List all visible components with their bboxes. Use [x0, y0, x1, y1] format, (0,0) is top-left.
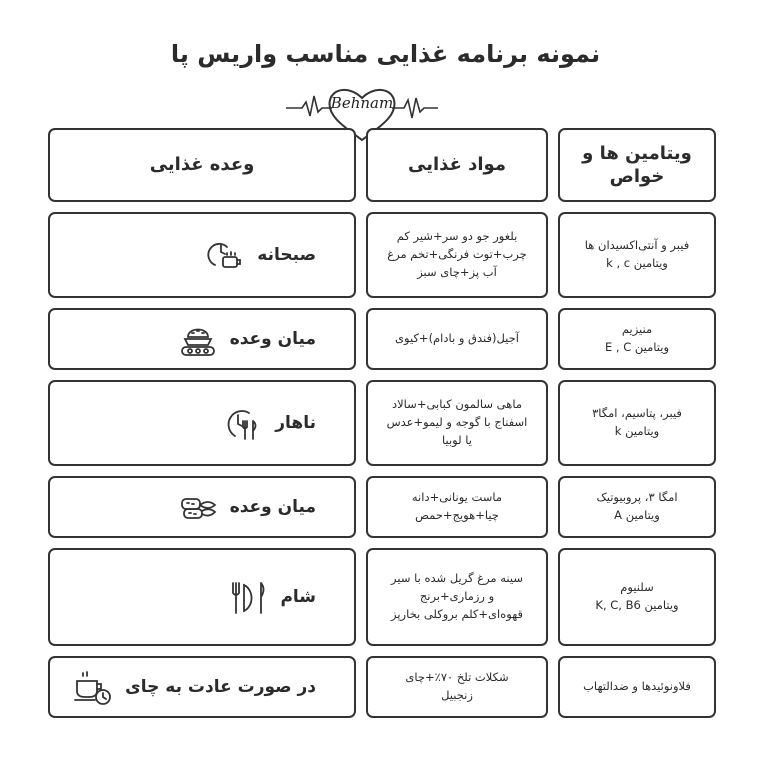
meal-cell-dinner: [48, 548, 356, 646]
food-cell: [366, 656, 548, 718]
header-food: [366, 128, 548, 202]
food-cell: [366, 548, 548, 646]
logo-signature-text: Behnam: [330, 94, 394, 112]
food-cell: [366, 212, 548, 298]
vitamins-line2: ویتامین A: [614, 508, 660, 522]
header-meal-label: وعده غذایی: [149, 154, 255, 176]
meal-cell-snack-2: [48, 476, 356, 538]
food-text: ماست یونانی+دانه چیا+هویج+حمص: [411, 490, 503, 522]
vitamins-line1: منیزیم: [621, 322, 653, 337]
header-vitamins: [558, 128, 716, 202]
meal-label: میان وعده: [229, 497, 316, 517]
vitamins-line1: امگا ۳، پروبیوتیک: [596, 490, 678, 505]
food-cell: [366, 476, 548, 538]
vitamins-cell: [558, 548, 716, 646]
meal-label: در صورت عادت به چای: [125, 677, 316, 697]
vitamins-line1: فیبر و آنتی‌اکسیدان ها: [584, 238, 690, 253]
food-cell: [366, 380, 548, 466]
header-food-label: مواد غذایی: [408, 154, 506, 176]
breakfast-clock-cup-icon: [205, 235, 245, 275]
vitamins-cell: [558, 380, 716, 466]
meal-cell-snack: [48, 308, 356, 370]
vitamins-line2: ویتامین k: [614, 424, 660, 438]
snack-bowl-icon: [178, 319, 218, 359]
food-text: سینه مرغ گریل شده با سیر و رزماری+برنج قهوه‌ای+کلم بروکلی بخارپز: [390, 571, 524, 621]
header-vitamins-label: ویتامین ها و خواص: [582, 142, 692, 187]
food-text: آجیل(فندق و بادام)+کیوی: [395, 331, 519, 346]
meal-cell-tea: [48, 656, 356, 718]
tea-cup-clock-icon: [73, 667, 113, 707]
vitamins-line1: فیبر، پتاسیم، امگا۳: [592, 406, 682, 421]
food-text: بلغور جو دو سر+شیر کم چرب+توت فرنگی+تخم مرغ آب پز+چای سبز: [387, 229, 527, 279]
vitamins-cell: [558, 476, 716, 538]
vitamins-cell: [558, 212, 716, 298]
meal-label: ناهار: [275, 413, 316, 433]
food-cell: [366, 308, 548, 370]
vitamins-line1: فلاونوئیدها و ضدالتهاب: [583, 679, 691, 694]
meal-label: شام: [280, 587, 316, 607]
vitamins-line2: ویتامین K, C, B6: [595, 598, 679, 612]
vitamins-line2: ویتامین k , c: [606, 256, 668, 270]
dinner-plate-utensils-icon: [228, 577, 268, 617]
header-meal: [48, 128, 356, 202]
food-text: شکلات تلخ ۷۰٪+چای زنجبیل: [405, 670, 509, 702]
vitamins-cell: [558, 308, 716, 370]
food-text: ماهی سالمون کبابی+سالاد اسفناج با گوجه و لیمو+عدس یا لوبیا: [386, 397, 528, 447]
meal-label: میان وعده: [229, 329, 316, 349]
meal-cell-lunch: [48, 380, 356, 466]
vitamins-cell: [558, 656, 716, 718]
vitamins-line1: سلنیوم: [620, 580, 654, 595]
snack-cookies-icon: [178, 487, 218, 527]
meal-cell-breakfast: [48, 212, 356, 298]
meal-label: صبحانه: [257, 245, 316, 265]
vitamins-line2: ویتامین E , C: [604, 340, 670, 354]
lunch-clock-utensils-icon: [223, 403, 263, 443]
page-title: نمونه برنامه غذایی مناسب واریس پا: [170, 40, 601, 68]
